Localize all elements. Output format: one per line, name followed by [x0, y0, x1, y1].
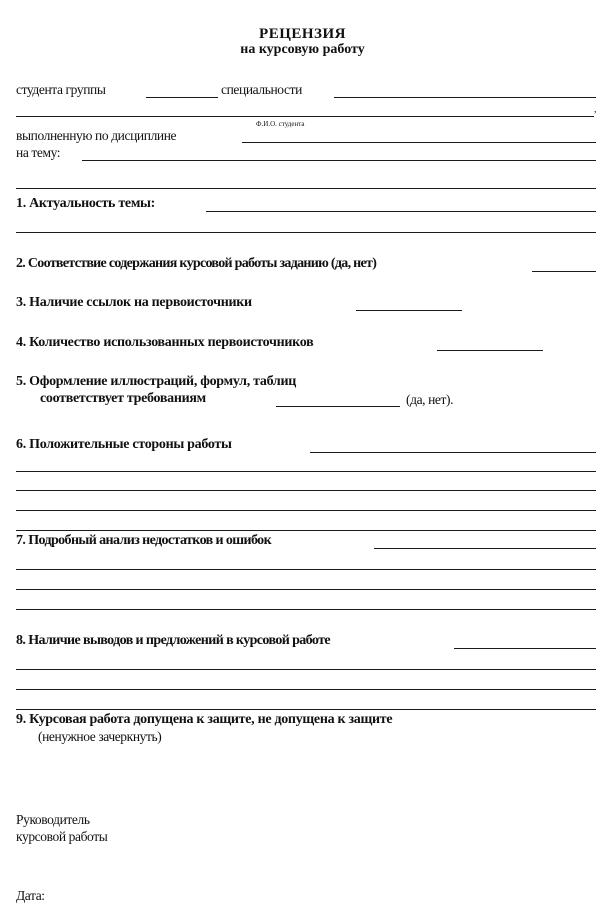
section-8-field-line-4[interactable]	[16, 709, 596, 710]
section-3-field[interactable]	[356, 310, 462, 311]
discipline-label: выполненную по дисциплине	[16, 128, 177, 143]
topic-field-line-2[interactable]	[16, 188, 596, 189]
section-2-label: 2. Соответствие содержания курсовой работы заданию (да, нет)	[16, 256, 377, 271]
student-group-label: студента группы	[16, 82, 106, 97]
section-9-note: (ненужное зачеркнуть)	[38, 729, 162, 744]
date-label: Дата:	[16, 888, 45, 903]
section-5-field[interactable]	[276, 406, 400, 407]
section-6-field-line-3[interactable]	[16, 490, 596, 491]
section-3-label: 3. Наличие ссылок на первоисточники	[16, 295, 252, 310]
discipline-field[interactable]	[242, 142, 596, 143]
specialty-field[interactable]	[334, 97, 596, 98]
section-5-line2: соответствует требованиям	[40, 391, 206, 406]
section-6-field-line-2[interactable]	[16, 471, 596, 472]
topic-field[interactable]	[82, 160, 596, 161]
section-8-field-line-3[interactable]	[16, 689, 596, 690]
section-7-field-line-3[interactable]	[16, 589, 596, 590]
section-4-label: 4. Количество использованных первоисточников	[16, 335, 314, 350]
section-8-field[interactable]	[454, 648, 596, 649]
section-7-field-line-2[interactable]	[16, 569, 596, 570]
section-6-field[interactable]	[310, 452, 596, 453]
section-8-field-line-2[interactable]	[16, 669, 596, 670]
page-subtitle: на курсовую работу	[240, 42, 365, 57]
section-1-field-line-2[interactable]	[16, 232, 596, 233]
student-name-field[interactable]	[16, 116, 594, 117]
page-title: РЕЦЕНЗИЯ	[259, 26, 346, 42]
comma: ,	[594, 104, 597, 115]
section-8-label: 8. Наличие выводов и предложений в курсовой работе	[16, 633, 330, 648]
section-5-label: 5. Оформление иллюстраций, формул, таблиц	[16, 374, 297, 389]
section-5-suffix: (да, нет).	[406, 392, 454, 407]
section-9-label: 9. Курсовая работа допущена к защите, не допущена к защите	[16, 712, 393, 727]
section-7-label: 7. Подробный анализ недостатков и ошибок	[16, 533, 272, 548]
student-group-field[interactable]	[146, 97, 218, 98]
section-1-label: 1. Актуальность темы:	[16, 196, 156, 211]
specialty-label: специальности	[221, 82, 302, 97]
fio-caption: Ф.И.О. студента	[256, 120, 305, 128]
topic-label: на тему:	[16, 145, 61, 160]
section-7-field-line-4[interactable]	[16, 609, 596, 610]
section-2-field[interactable]	[532, 271, 596, 272]
supervisor-label-line1: Руководитель	[16, 812, 90, 827]
section-4-field[interactable]	[437, 350, 543, 351]
section-1-field[interactable]	[206, 211, 596, 212]
section-7-field[interactable]	[374, 548, 596, 549]
section-6-field-line-5[interactable]	[16, 530, 596, 531]
section-6-field-line-4[interactable]	[16, 510, 596, 511]
supervisor-label-line2: курсовой работы	[16, 829, 108, 844]
section-6-label: 6. Положительные стороны работы	[16, 437, 232, 452]
